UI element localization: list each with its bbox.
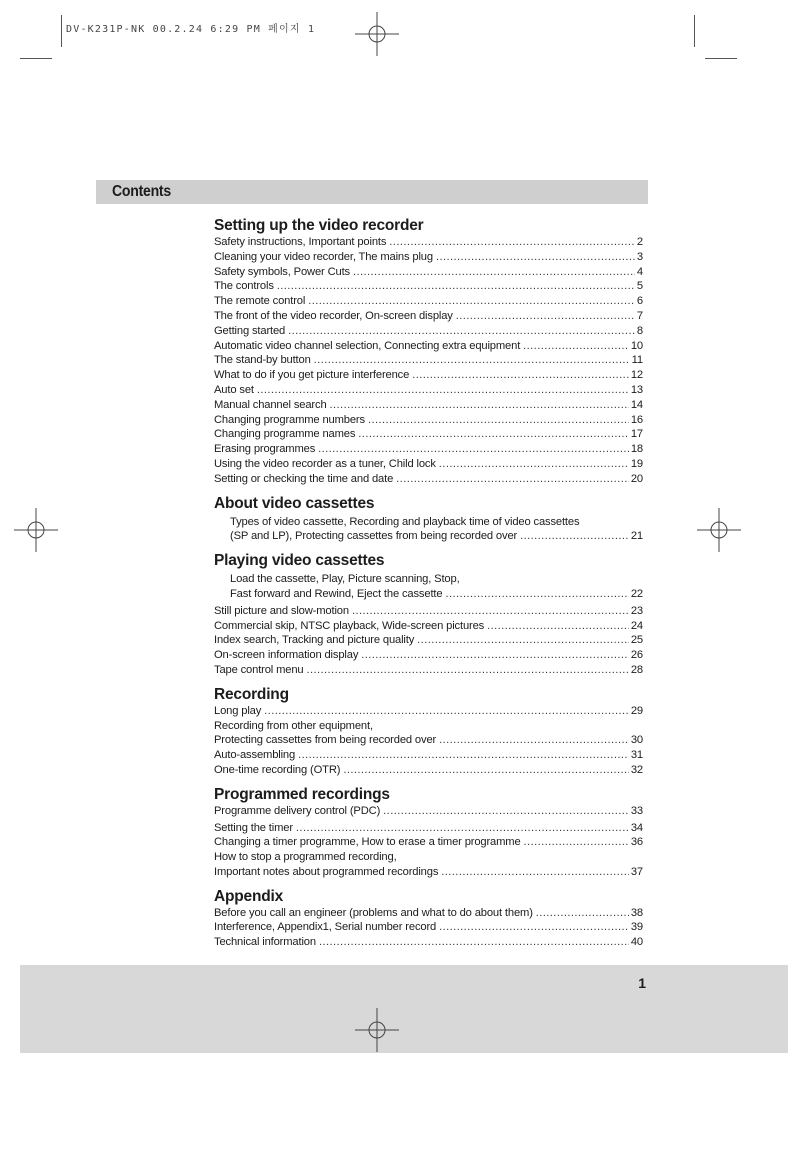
- section-title: About video cassettes: [214, 494, 375, 512]
- toc-entry-text: Using the video recorder as a tuner, Child lock: [214, 457, 436, 470]
- toc-entry-page: 21: [630, 530, 643, 543]
- toc-entry: [214, 235, 643, 250]
- toc-entry-text: Long play: [214, 704, 262, 717]
- toc-entry-text: Manual channel search: [214, 398, 327, 411]
- section-entries: [214, 821, 643, 851]
- toc-entry: [214, 442, 643, 457]
- toc-entry-text: The remote control: [214, 295, 306, 308]
- toc-entry: [214, 309, 643, 324]
- registration-mark-icon: [697, 508, 741, 552]
- toc-entry-page: 38: [630, 906, 643, 919]
- toc-entry-text: Erasing programmes: [214, 443, 316, 456]
- toc-entry-page: 12: [630, 369, 643, 382]
- toc-entry: [214, 472, 643, 487]
- page-title: Contents: [112, 183, 171, 200]
- toc-entry-page: 23: [630, 604, 643, 617]
- toc-entry: [214, 265, 643, 280]
- toc-entry-text: The front of the video recorder, On-screen display: [214, 309, 453, 322]
- toc-entry-line: Types of video cassette, Recording and playback time of video cassettes: [230, 515, 580, 528]
- toc-entry-line: Recording from other equipment,: [214, 719, 373, 732]
- toc-entry: [214, 427, 643, 442]
- toc-entry-text: What to do if you get picture interference: [214, 369, 410, 382]
- toc-entry-page: 32: [630, 763, 643, 776]
- toc-entry-text: Changing a timer programme, How to erase a timer programme: [214, 836, 521, 849]
- toc-entry-page: 20: [630, 472, 643, 485]
- toc-entry: [214, 633, 643, 648]
- section-entries: [214, 748, 643, 778]
- toc-entry-text: Index search, Tracking and picture quality: [214, 634, 415, 647]
- toc-entry: [214, 529, 643, 544]
- toc-entry-text: Protecting cassettes from being recorded over: [214, 734, 437, 747]
- toc-entry-text: One-time recording (OTR): [214, 763, 341, 776]
- toc-entry-page: 25: [630, 634, 643, 647]
- toc-entry-page: 11: [631, 354, 643, 367]
- toc-entry-page: 4: [636, 265, 643, 278]
- toc-entry: [214, 906, 643, 921]
- toc-entry-page: 29: [630, 704, 643, 717]
- toc-entry: [214, 619, 643, 634]
- toc-entry-text: The controls: [214, 280, 274, 293]
- toc-entry-page: 24: [630, 619, 643, 632]
- toc-entry-text: Important notes about programmed recordings: [214, 865, 439, 878]
- toc-entry-page: 40: [630, 936, 643, 949]
- toc-entry-text: Commercial skip, NTSC playback, Wide-screen pictures: [214, 619, 485, 632]
- toc-entry-page: 33: [630, 804, 643, 817]
- toc-entry-page: 22: [630, 587, 643, 600]
- toc-entry-text: Changing programme names: [214, 428, 356, 441]
- section-title: Programmed recordings: [214, 785, 390, 803]
- toc-entry-page: 13: [630, 383, 643, 396]
- section-title: Playing video cassettes: [214, 552, 385, 570]
- toc-entry: [214, 587, 643, 602]
- toc-entry-text: Cleaning your video recorder, The mains plug: [214, 250, 433, 263]
- toc-entry-text: Still picture and slow-motion: [214, 604, 349, 617]
- toc-entry-page: 2: [636, 236, 643, 248]
- toc-entry-page: 3: [636, 250, 643, 263]
- section-entries: [214, 906, 643, 950]
- registration-mark-icon: [14, 508, 58, 552]
- toc-entry-page: 5: [636, 280, 643, 293]
- toc-entry: [214, 835, 643, 850]
- toc-entry-line: How to stop a programmed recording,: [214, 851, 397, 864]
- toc-entry-text: The stand-by button: [214, 354, 311, 367]
- footer-band: [20, 965, 788, 1053]
- toc-entry-text: Auto-assembling: [214, 749, 296, 762]
- toc-entry: [214, 353, 643, 368]
- toc-entry-page: 26: [630, 649, 643, 662]
- section-title: Recording: [214, 685, 289, 703]
- toc-entry: [214, 413, 643, 428]
- contents-heading-bar: [96, 180, 648, 204]
- toc-entry-text: Tape control menu: [214, 663, 304, 676]
- toc-entry-page: 39: [630, 921, 643, 934]
- toc-entry-text: Setting or checking the time and date: [214, 472, 394, 485]
- toc-entry-text: (SP and LP), Protecting cassettes from being recorded over: [230, 530, 518, 543]
- toc-entry: [214, 748, 643, 763]
- toc-entry: [214, 457, 643, 472]
- toc-entry: [214, 279, 643, 294]
- table-of-contents: [214, 216, 643, 950]
- toc-entry-text: Automatic video channel selection, Connecting extra equipment: [214, 339, 521, 352]
- toc-entry: [214, 324, 643, 339]
- toc-entry-page: 16: [630, 413, 643, 426]
- toc-entry-page: 36: [630, 836, 643, 849]
- toc-entry-page: 30: [630, 734, 643, 747]
- registration-mark-icon: [355, 12, 399, 56]
- toc-entry-text: Before you call an engineer (problems and what to do about them): [214, 906, 533, 919]
- toc-entry: [214, 920, 643, 935]
- registration-mark-icon: [355, 1008, 399, 1052]
- toc-entry-text: Auto set: [214, 383, 254, 396]
- section-entries: [214, 235, 643, 487]
- toc-entry-page: 28: [630, 663, 643, 676]
- page-number: 1: [638, 975, 646, 991]
- toc-entry-page: 7: [636, 309, 643, 322]
- toc-entry-text: Fast forward and Rewind, Eject the cassette: [230, 587, 443, 600]
- toc-entry: [214, 821, 643, 836]
- toc-entry-page: 31: [630, 749, 643, 762]
- toc-entry: [214, 648, 643, 663]
- toc-entry-page: 8: [636, 324, 643, 337]
- toc-entry-text: Programme delivery control (PDC): [214, 804, 381, 817]
- toc-entry-page: 34: [630, 821, 643, 834]
- toc-entry-text: Safety symbols, Power Cuts: [214, 265, 350, 278]
- toc-entry-text: On-screen information display: [214, 649, 359, 662]
- section-title: Setting up the video recorder: [214, 217, 424, 234]
- toc-entry: [214, 733, 643, 748]
- toc-entry: [214, 804, 643, 819]
- toc-entry-line: Load the cassette, Play, Picture scanning, Stop,: [230, 573, 460, 586]
- toc-entry: [214, 935, 643, 950]
- toc-entry-text: Changing programme numbers: [214, 413, 365, 426]
- toc-entry-page: 10: [630, 339, 643, 352]
- toc-entry-page: 37: [630, 865, 643, 878]
- toc-entry-text: Interference, Appendix1, Serial number record: [214, 921, 437, 934]
- toc-entry: [214, 294, 643, 309]
- toc-entry: [214, 339, 643, 354]
- toc-entry-page: 18: [630, 443, 643, 456]
- toc-entry-page: 14: [630, 398, 643, 411]
- toc-entry-text: Setting the timer: [214, 821, 293, 834]
- toc-entry-page: 6: [636, 295, 643, 308]
- toc-entry: [214, 663, 643, 678]
- toc-entry: [214, 865, 643, 880]
- section-title: Appendix: [214, 887, 284, 905]
- section-entries: [214, 604, 643, 678]
- toc-entry-page: 19: [630, 457, 643, 470]
- toc-entry: [214, 383, 643, 398]
- print-slug: DV-K231P-NK 00.2.24 6:29 PM 페이지 1: [66, 24, 316, 35]
- toc-entry: [214, 398, 643, 413]
- toc-entry: [214, 763, 643, 778]
- toc-entry: [214, 604, 643, 619]
- toc-entry: [214, 704, 643, 719]
- toc-entry-text: Getting started: [214, 324, 286, 337]
- toc-entry: [214, 368, 643, 383]
- toc-entry-text: Technical information: [214, 936, 316, 949]
- toc-entry-page: 17: [630, 428, 643, 441]
- toc-entry: [214, 250, 643, 265]
- toc-entry-text: Safety instructions, Important points: [214, 236, 387, 248]
